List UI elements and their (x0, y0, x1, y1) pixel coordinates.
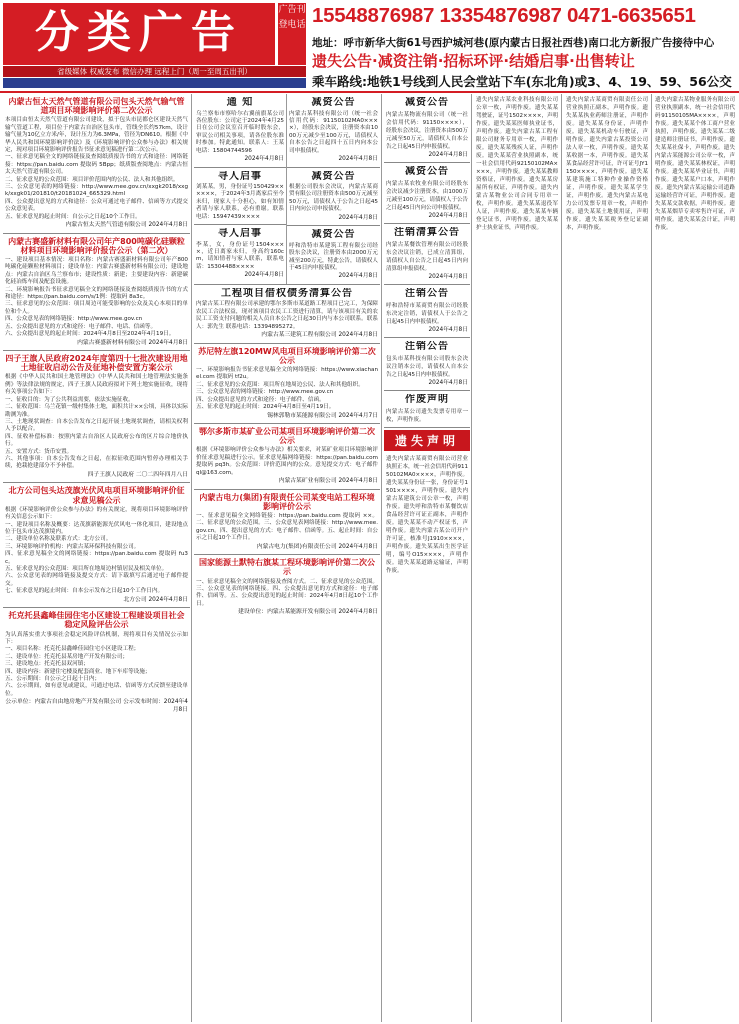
notice-body: 包头市某科技有限公司股东会决议注销本公司，请债权人自本公告之日起45日内申报债权。 (386, 355, 468, 378)
notice-signature: 内蒙古某三建筑工程有限公司 2024年4月8日 (261, 332, 378, 339)
notice-title: 国家能源土默特右旗某工程环境影响评价第二次公示 (199, 558, 375, 577)
notice-title: 内蒙古赛盛新材料有限公司年产800吨碳化硅颗粒材料项目环境影响评价报告公示（第二次） (8, 236, 185, 255)
notice-body: 为认真落实重大事项社会稳定风险评估机制，现将项目有关情况公示如下： 一、项目名称：托克托县鑫峰佳园住宅小区建设工程； 二、建设单位：托克托县某房地产开发有限公司； 三、建设地点：托克托县双河镇； 四、建设内容：新建住宅楼及配套商业、地下车库等设施； 五、公示期间：自公示之日起十日内； 六、公示期间，如有意见或建议，可通过电话、信函等方式反馈至建设单位。 (5, 631, 188, 697)
column-6 (653, 94, 737, 1022)
lost-notices (653, 94, 737, 235)
notice-block (194, 94, 286, 168)
notice-block (194, 168, 286, 226)
notice-title: 四子王旗人民政府2024年度第四十七批次建设用地土地征收启动公告及征地补偿安置方案公示 (5, 354, 188, 373)
column-2-left (194, 94, 287, 284)
notice-signature: 内蒙古某矿业有限公司 2024年4月8日 (278, 478, 378, 485)
notice-block (194, 490, 380, 556)
contact-phones: 15548876987 13354876987 0471-6635651 (312, 4, 696, 27)
notice-body: 内蒙古某物流有限公司（统一社会信用代码：91150××××），经股东会决议，注册资本由500万元减至50万元，请债权人自本公告之日起45日内申报债权。 (386, 111, 468, 150)
notice-signature: 2024年4月8日 (338, 214, 378, 221)
notice-signature: 内蒙古恒太天然气管道有限公司 2024年4月8日 (65, 222, 188, 229)
notice-body: 刘某某，男，身份证号150429××××××，于2024年3月离家后至今未归，现家人十分担心，如有知情者请与家人联系，必有重谢。联系电话：15947439×××× (196, 184, 284, 220)
notice-signature: 内蒙古电力(集团)有限责任公司 2024年4月8日 (256, 543, 378, 550)
notice-block (194, 285, 380, 344)
column-5 (564, 94, 650, 1022)
notice-body: 根据《环境影响评价公众参与办法》的有关规定，现将项目环境影响评价有关信息公示如下： 一、建设项目名称及概要：达茂旗新能源光伏风电一体化项目，建设地点位于包头市达茂旗境内。 二、建设单位名称及联系方式：北方公司。 三、环境影响评价机构：内蒙古某环保科技有限公司。 四、征求意见稿全文的网络链接：https://pan.baidu.com 提取码 fu3c。 五、征求意见的公众范围：项目所在地周边村镇居民及相关单位。 六、公众意见表的网络链接及提交方式：请下载填写后通过电子邮件提交。 七、征求意见的起止时间：自本公示发布之日起10个工作日内。 (5, 506, 188, 595)
lost-notices-text: 遗失内蒙古某农业科技有限公司公章一枚，声明作废。遗失某某驾驶证，证号1502××××，声明作废。遗失某某医师执业证书，声明作废。遗失内蒙古某工程有限公司财务专用章一枚，声明作废。遗失某某残疾人证，声明作废。遗失某某营业执照副本，统一社会信用代码92150102MA××××，声明作废。遗失某某教师资格证，声明作废。遗失某某房屋所有权证，声明作废。遗失内蒙古某物业公司合同专用章一枚，声明作废。遗失某某退役军人证，声明作废。遗失某某车辆登记证书，声明作废。遗失某某护士执业证书，声明作废。 (476, 97, 558, 231)
notice-title: 减资公告 (405, 97, 449, 108)
lost-declaration-banner: 遗失声明 (384, 430, 470, 451)
notice-body: 乌兰察布市察哈尔右翼前旗某公司各位股东：公司定于2024年4月25日在公司会议室召开临时股东会，审议公司相关事项，请各位股东准时参加。特此通知。联系人：王某 电话：15804744596 (196, 110, 286, 154)
notice-title: 苏尼特左旗120MW风电项目环境影响评价第二次公示 (198, 346, 376, 365)
column-divider (651, 94, 652, 1022)
notice-title: 减资公告 (311, 97, 356, 108)
notice-title: 鄂尔多斯市某矿业公司某项目环境影响评价第二次公示 (199, 427, 375, 446)
column-1 (3, 94, 190, 1022)
office-address: 地址：呼市新华大街61号西护城河巷(原内蒙古日报社西巷)南口北方新报广告接待中心 (312, 37, 715, 49)
notice-title: 注销公告 (405, 288, 449, 300)
notice-title: 工程项目借权债务清算公告 (221, 287, 353, 299)
notice-block (384, 285, 470, 338)
notice-title: 托克托县鑫峰佳园住宅小区建设工程建设项目社会稳定风险评估公示 (8, 611, 185, 630)
notice-signature: 建设单位：内蒙古某能源开发有限公司 2024年4月8日 (238, 609, 378, 616)
notice-signature: 内蒙古赛盛新材料有限公司 2024年4月8日 (77, 339, 188, 346)
notice-block (3, 483, 190, 608)
notice-signature: 2024年4月8日 (244, 155, 284, 162)
notice-block (384, 224, 470, 285)
notice-body: 一、征求意见稿全文网络链接：https://pan.baidu.com 提取码 ××。二、征求意见的公众范围。三、公众意见表网络链接：http://www.mee.gov.cn。四、提出意见的方式：电子邮件、信函等。五、起止时间：自公示之日起10个工作日。 (196, 513, 378, 542)
notice-signature: 锡林郭勒市某能源有限公司 2024年4月7日 (267, 412, 378, 419)
notice-block (384, 94, 470, 163)
lost-notices (564, 94, 650, 235)
notice-block (3, 608, 190, 717)
notice-body: 呼和浩特市某建筑工程有限公司经股东会决议，注册资本由2000万元减至200万元，特此公告，请债权人于45日内申报债权。 (289, 242, 378, 271)
notice-body: 呼和浩特市某商贸有限公司经股东决定注销，请债权人于公告之日起45日内申报债权。 (386, 302, 468, 325)
media-slogan-sub (3, 78, 306, 88)
notice-block (194, 344, 380, 424)
notice-signature: 2024年4月8日 (338, 155, 378, 162)
lost-notices-text: 遗失内蒙古某商贸有限责任公司营业执照正副本，声明作废。遗失某某执业药师注册证，声明作废。遗失某某身份证，声明作废。遗失某某机动车行驶证，声明作废。遗失内蒙古某投资公司法人章一枚，声明作废。遗失某某收据一本，声明作废。遗失某某食品经营许可证，许可证号JY1150××××，声明作废。遗失某某建筑施工特种作业操作资格证，声明作废。遗失某某学生证，声明作废。遗失内蒙古某电力公司发票专用章一枚，声明作废。遗失某某土地使用证，声明作废。遗失某某税务登记证副本，声明作废。 (566, 97, 648, 231)
notice-title: 内蒙古电力(集团)有限责任公司某变电站工程环境影响评价公示 (199, 492, 375, 511)
lost-notices-text: 遗失内蒙古某商贸有限公司营业执照正本，统一社会信用代码91150102MA0××××，声明作废。遗失某某身份证一张，身份证号1501××××，声明作废。遗失内蒙古某建筑公司公章一枚，声明作废。遗失呼和浩特市某餐饮店食品经营许可证正副本，声明作废。遗失某某不动产权证书，声明作废。遗失内蒙古某公司开户许可证，核准号J1910××××，声明作废。遗失某某出生医学证明，编号O15××××，声明作废。遗失某某道路运输证，声明作废。 (386, 455, 468, 574)
column-4 (474, 94, 560, 1022)
notice-title: 内蒙古恒太天然气管道有限公司包头天然气输气管道项目环境影响评价第二次公示 (8, 97, 185, 116)
notice-block (287, 168, 380, 227)
notice-signature: 2024年4月8日 (428, 326, 468, 333)
notice-signature: 四子王旗人民政府 二〇二四年四月八日 (87, 471, 188, 478)
notice-title: 注销清算公告 (394, 227, 460, 239)
notice-body: 内蒙古某科技有限公司（统一社会信用代码：91150102MA0××××），经股东会决议，注册资本由1000万元减少至100万元，请债权人自本公告之日起四十五日内向本公司申报债权。 (289, 110, 378, 154)
notice-body: 内蒙古某工程有限公司承建的鄂尔多斯市某道路工程项目已完工，为保障农民工合法权益，现对该项目农民工工资进行清算，请与该项目有关的农民工工资支付问题的相关人员自本公告之日起30日内与本公司联系。联系人：郭先生 联系电话：13394895272。 (196, 301, 378, 330)
notice-block (194, 424, 380, 490)
notice-body: 本项目由恒太天然气管道有限公司建设，拟于包头市昆都仑区建设天然气输气管道工程，项目位于内蒙古自治区包头市，管线全长约57km，设计输气量为10亿立方米/年，设计压力为6.3MPa，管径为DN610。根据《中华人民共和国环境影响评价法》及《环境影响评价公众参与办法》相关规定，现对项目环境影响评价报告书征求意见稿进行第二次公示。 一、征求意见稿全文的网络链接及查阅纸质报告书的方式和途径：网络链接：https://pan.baidu.com 提取码 5Bpp；纸质版查阅地点：内蒙古恒太天然气管道有限公司。 二、征求意见的公众范围：项目评价范围内的公民、法人和其他组织。 三、公众意见表的网络链接：http://www.mee.gov.cn/xxgk2018/xxgk/xxgk01/201810/t20181024_665329.html 四、公众提出意见的方式和途径：公众可通过电子邮件、信函等方式提交公众意见表。 五、征求意见的起止时间：自公示之日起10个工作日。 (5, 117, 188, 220)
notice-title: 寻人启事 (218, 228, 262, 240)
column-2-top (194, 94, 380, 285)
notice-signature: 2024年4月8日 (244, 272, 284, 279)
column-divider (471, 94, 472, 1022)
lost-notices-text: 遗失内蒙古某物业服务有限公司营业执照副本，统一社会信用代码91150105MA××××，声明作废。遗失某某个体工商户营业执照，声明作废。遗失某某二级建造师注册证书，声明作废。遗失某某社保卡，声明作废。遗失内蒙古某能源公司公章一枚，声明作废。遗失某某林权证，声明作废。遗失某某毕业证书，声明作废。遗失某某户口本，声明作废。遗失内蒙古某运输公司道路运输经营许可证，声明作废。遗失某某交款收据，声明作废。遗失某某烟草专卖零售许可证，声明作废。遗失某某会计证，声明作废。 (655, 97, 735, 231)
notice-block (3, 234, 190, 351)
notice-block (384, 163, 470, 224)
notice-signature: 公示单位：内蒙古自由地房地产开发有限公司 公示发布时间：2024年4月8日 (5, 699, 188, 713)
notice-body: 根据公司股东会决议，内蒙古某商贸有限公司注册资本由500万元减至50万元，请债权人于公告之日起45日内向公司申报债权。 (289, 184, 378, 213)
notice-title: 减资公告 (311, 229, 356, 241)
notice-body: 内蒙古某餐饮管理有限公司经股东会决议注销，已成立清算组，请债权人自公告之日起45日内向清算组申报债权。 (386, 241, 468, 272)
notice-block (194, 555, 380, 620)
column-2 (194, 94, 380, 1022)
notice-body: 根据《环境影响评价公众参与办法》相关要求，对某矿业项目环境影响评价征求意见稿进行公示。征求意见稿网络链接：https://pan.baidu.com 提取码 pq3h。公众范围：评价范围内的公众。意见提交方式：电子邮件 ql@163.com。 (196, 447, 380, 476)
notice-block (384, 338, 470, 391)
notice-block (287, 226, 380, 284)
column-divider (561, 94, 562, 1022)
header-rule (0, 91, 739, 93)
notice-body: 内蒙古某公司遗失发票专用章一枚，声明作废。 (386, 408, 468, 423)
column-divider (381, 94, 382, 1022)
masthead (0, 0, 739, 92)
service-list: 遗失公告·减资注销·招标环评·结婚启事·出售转让 (312, 52, 635, 70)
notice-title: 作废声明 (405, 394, 449, 406)
notice-title: 寻人启事 (218, 170, 262, 182)
lost-notices (474, 94, 560, 235)
notice-block (3, 351, 190, 483)
notice-signature: 2024年4月8日 (428, 212, 468, 219)
notice-body: 一、征求意见稿全文的网络链接及查阅方式。二、征求意见的公众范围。三、公众意见表的网络链接。四、公众提出意见的方式和途径：电子邮件、信函等。五、公众提出意见的起止时间：2024年4月8日起10个工作日。 (196, 578, 378, 607)
notice-body: 李某，女，身份证号1504××××，近日离家未归，身高约160cm，请知情者与家人联系，联系电话：15304488×××× (196, 241, 284, 270)
notice-signature: 2024年4月8日 (428, 151, 468, 158)
page-title: 分类广告 (35, 7, 243, 58)
notice-title: 北方公司包头达茂旗光伏风电项目环境影响评价征求意见稿公示 (8, 486, 185, 505)
notice-body: 内蒙古某农牧业有限公司经股东会决议减少注册资本，由1000万元减至100万元，请债权人于公告之日起45日内向公司申报债权。 (386, 180, 468, 211)
notice-title: 减资公告 (311, 170, 356, 182)
notice-title: 减资公告 (405, 166, 449, 178)
notice-signature: 北方公司 2024年4月8日 (123, 596, 188, 603)
column-3 (384, 94, 470, 1022)
notice-block (3, 94, 190, 234)
notice-body: 一、建设项目基本情况：项目名称：内蒙古赛盛新材料有限公司年产800吨碳化硅颗粒材料项目；建设单位：内蒙古赛盛新材料有限公司；建设地点：内蒙古自治区乌兰察布市；建设性质：新建；主要建设内容：新建碳化硅冶炼车间及配套设施。 二、环境影响报告书征求意见稿全文的网络链接及查阅纸质报告书的方式和途径：https://pan.baidu.com/s/1例：提取码 8a3c。 三、征求意见的公众范围：项目周边可能受影响的公众及关心本项目的单位和个人。 四、公众意见表的网络链接：http://www.mee.gov.cn 五、公众提出意见的方式和途径：电子邮件、电话、信函等。 六、公众提出意见的起止时间：2024年4月8日至2024年4月19日。 (5, 257, 188, 338)
notice-signature: 2024年4月8日 (428, 273, 468, 280)
lost-notices (384, 453, 470, 578)
notice-block (194, 225, 286, 283)
notice-body: 根据《中华人民共和国土地管理法》《中华人民共和国土地管理法实施条例》等法律法规的规定，四子王旗人民政府拟对下列土地实施征收，现将有关事项公告如下： 一、征收目的：为了公共利益需要，依法实施征收。 二、征收范围：乌兰花镇一级村集体土地，面积共计××公顷，具体以实际勘测为准。 三、土地现状调查：自本公告发布之日起开展土地现状调查，请相关权利人予以配合。 四、征收补偿标准：按照内蒙古自治区人民政府公布的区片综合地价执行。 五、安置方式：货币安置。 六、其他事项：自本公告发布之日起，在拟征收范围内暂停办理相关手续，抢栽抢建部分不予补偿。 (5, 374, 188, 470)
notice-block (287, 94, 380, 168)
notice-title: 通 知 (226, 97, 254, 108)
notice-body: 一、环境影响报告书征求意见稿全文的网络链接：https://www.xiachanel.com 提取码 tf2u。 二、征求意见的公众范围：项目所在地周边公民、法人和其他组织。 三、公众意见表的网络链接：http://www.mee.gov.cn 四、公众提出意见的方式和途径：电子邮件、信函。 五、征求意见的起止时间：2024年4月8日至4月19日。 (196, 367, 378, 411)
notice-signature: 2024年4月8日 (428, 379, 468, 386)
notice-signature: 2024年4月8日 (338, 273, 378, 280)
column-2-right (287, 94, 380, 284)
notice-title: 注销公告 (405, 341, 449, 353)
ad-hotline-tag: 广告刊登电话 (278, 3, 306, 65)
media-slogan: 省级媒体 权威发布 微信办理 远程上门（周一至周五出刊） (3, 66, 306, 77)
notice-block (384, 391, 470, 428)
column-divider (191, 94, 192, 1022)
transit-route: 乘车路线:地铁1号线到人民会堂站下车(东北角)或3、4、19、59、56公交 (312, 74, 732, 89)
brand-box (3, 3, 275, 65)
